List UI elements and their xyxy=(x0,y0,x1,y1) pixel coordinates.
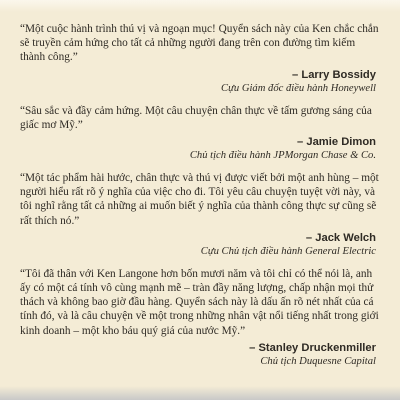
author-title: Chủ tịch điều hành JPMorgan Chase & Co. xyxy=(189,150,376,162)
attribution xyxy=(20,342,376,368)
testimonial-druckenmiller xyxy=(20,267,382,368)
author-title: Cựu Chủ tịch điều hành General Electric xyxy=(200,245,376,257)
quote-text: “Sâu sắc và đầy cảm hứng. Một câu chuyện chân thực về tấm gương sáng của giấc mơ Mỹ.” xyxy=(20,104,372,131)
page-top-edge xyxy=(0,0,400,12)
quote-text: “Tôi đã thân với Ken Langone hơn bốn mươi năm và tôi chỉ có thể nói là, anh ấy có một cá tính vô cùng mạnh mẽ – tràn đầy năng lượng, chấp nhận mọi thử thách và không bao giờ đầu hàng. Quyển sách này là dấu ấn rõ nét nhất của cá tính đó, và là câu chuyện về một trong những nhân vật nổi tiếng nhất trong giới kinh doanh – một kho báu quý giá của nước Mỹ.” xyxy=(20,267,379,337)
author-name: – Jack Welch xyxy=(305,231,376,244)
testimonials xyxy=(20,22,382,377)
attribution xyxy=(20,232,376,258)
quote-text: “Một tác phẩm hài hước, chân thực và thú vị được viết bởi một anh hùng – một người hiểu rất rõ ý nghĩa của việc cho đi. Tôi yêu câu chuyện tuyệt vời này, và tôi nghĩ rằng tất cả những ai muốn biết ý nghĩa của thành công thực sự cũng sẽ rất thích nó.” xyxy=(20,172,379,227)
attribution xyxy=(20,69,376,95)
quote-text: “Một cuộc hành trình thú vị và ngoạn mục! Quyển sách này của Ken chắc chắn sẽ truyền cảm hứng cho tất cả những người đang trên con đường tìm kiếm thành công.” xyxy=(20,23,379,64)
attribution xyxy=(20,136,376,162)
author-title: Cựu Giám đốc điều hành Honeywell xyxy=(221,82,376,94)
author-title: Chủ tịch Duquesne Capital xyxy=(260,355,376,367)
author-name: – Larry Bossidy xyxy=(292,68,376,81)
author-name: – Stanley Druckenmiller xyxy=(249,341,376,354)
testimonial-dimon xyxy=(20,104,382,162)
page-bottom-edge xyxy=(0,386,400,400)
testimonial-bossidy xyxy=(20,22,382,95)
author-name: – Jamie Dimon xyxy=(297,136,376,149)
testimonial-welch xyxy=(20,171,382,258)
